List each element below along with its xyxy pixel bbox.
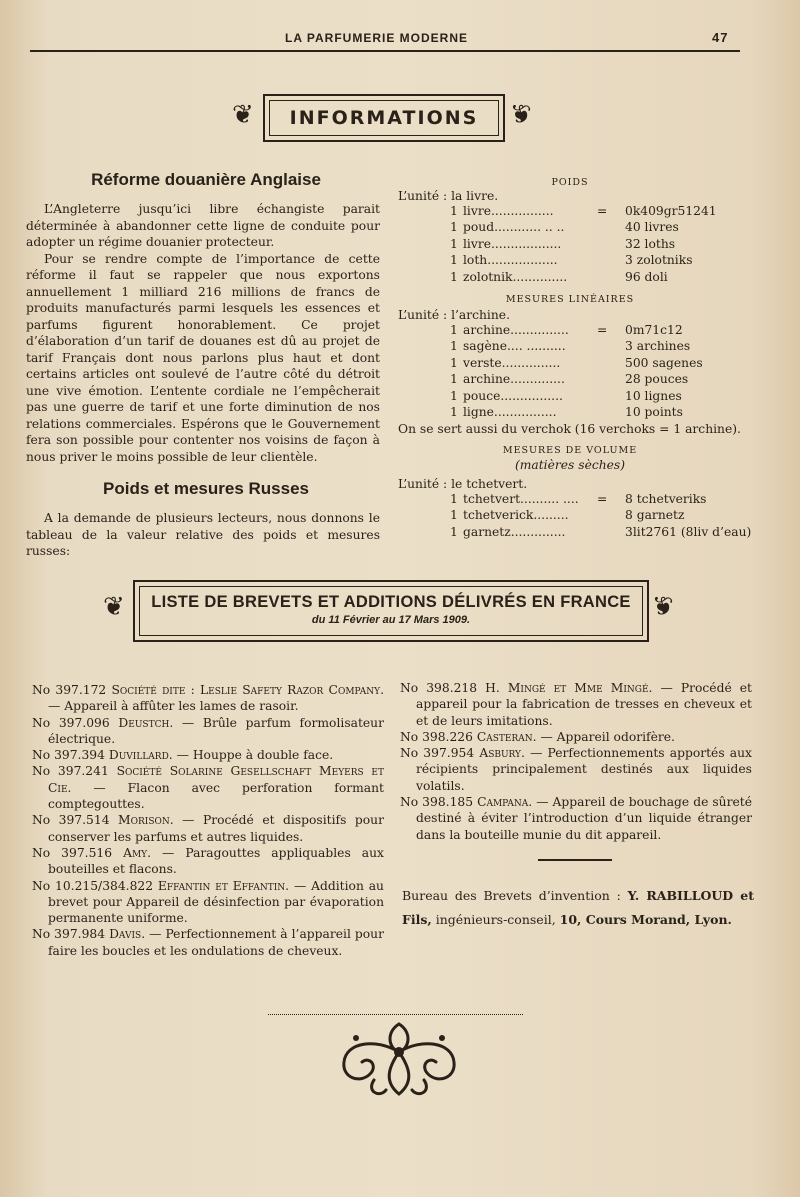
brevet-description: — Paragouttes appliquables aux bouteilles et flacons. — [48, 845, 384, 877]
row-quantity: 1 — [450, 204, 458, 218]
brevet-entry — [400, 680, 752, 729]
row-value: 3 archines — [625, 339, 691, 354]
row-unit-name: archine............... — [463, 323, 569, 337]
brevet-number: No 397.516 — [32, 845, 124, 860]
running-title: LA PARFUMERIE MODERNE — [285, 31, 468, 45]
row-equals: = — [597, 492, 608, 506]
row-quantity: 1 — [450, 253, 458, 268]
row-equals: = — [597, 204, 608, 218]
row-unit-name: sagène.... .......... — [463, 339, 566, 354]
brevet-number: No 397.241 — [32, 764, 117, 779]
row-value: 28 pouces — [625, 372, 689, 387]
reforme-text — [26, 201, 380, 465]
row-unit-name: verste............... — [463, 355, 561, 370]
brevets-subtitle: du 11 Février au 17 Mars 1909. — [311, 614, 471, 626]
brevet-entry — [32, 845, 384, 878]
row-quantity: 1 — [450, 339, 458, 354]
right-scroll-ornament-icon: ❦ — [652, 592, 674, 622]
brevet-description: — Appareil de bouchage de sûreté destiné à éviter l’introduction d’un liquide étranger dans la bouteille munie du dit appareil. — [416, 795, 752, 842]
brevet-description: — Flacon avec perforation formant comptegouttes. — [48, 780, 384, 812]
bureau-notice — [402, 884, 754, 932]
row-value: 500 sagenes — [625, 355, 703, 370]
left-scroll-ornament-icon: ❦ — [232, 100, 254, 130]
brevet-number: No 397.394 — [32, 748, 109, 763]
brevet-description: — Perfectionnement à l’appareil pour faire les boucles et les ondulations de cheveux. — [48, 927, 384, 958]
informations-banner — [263, 94, 505, 142]
row-value: 3lit2761 (8liv d’eau) — [625, 524, 752, 539]
brevets-banner — [133, 580, 649, 642]
brevet-description: — Appareil à affûter les lames de rasoir. — [48, 699, 299, 714]
brevet-description: — Brûle parfum formolisateur électrique. — [48, 715, 384, 746]
header-rule — [30, 50, 740, 52]
brevet-number: No 397.514 — [32, 813, 119, 828]
poids-heading: Poids et mesures Russes — [103, 479, 309, 498]
row-quantity: 1 — [450, 388, 458, 403]
brevet-description: — Procédé et appareil pour la fabrication de tresses en cheveux et et de leurs imitations. — [416, 681, 752, 728]
brevets-right-list — [400, 680, 752, 843]
lineaires-unit-line: L’unité : l’archine. — [398, 308, 510, 322]
row-value: 10 points — [625, 405, 683, 419]
reforme-paragraph: Pour se rendre compte de l’importance de cette réforme il faut se rappeler que nous exportons annuellement 1 milliard 216 millions de francs de produits manufacturés parmi lesquels les essences et parfums figurent honorablement. Ce projet d’élaboration d’un tarif de douanes est dû au projet de tarif Français dont nous parlons plus haut et dont certains articles ont soulevé de l’autre côté du détroit une vive émotion. L’entente cordiale ne l’empêcherait pas une guerre de tarif et une forte diminution de nos relations commerciales. Espérons que le Gouvernement fera son possible pour contenter nos voisins de façon à nous priver le moins possible de leur clientèle. — [26, 251, 380, 464]
right-scroll-ornament-icon: ❦ — [510, 100, 532, 130]
row-quantity: 1 — [450, 372, 458, 387]
brevet-holder: Davis. — [109, 927, 146, 942]
brevet-number: No 397.096 — [32, 715, 119, 730]
brevet-entry — [400, 794, 752, 843]
brevet-description: — Houppe à double face. — [172, 748, 334, 763]
brevet-holder: Campana. — [477, 795, 533, 810]
row-value: 96 doli — [625, 269, 668, 284]
row-unit-name: zolotnik.............. — [463, 269, 568, 284]
brevet-entry — [32, 878, 384, 927]
row-value: 3 zolotniks — [625, 253, 693, 268]
bureau-prefix: Bureau des Brevets d’invention : — [402, 888, 621, 903]
brevet-entry — [400, 745, 752, 794]
brevet-holder: Société dite : Leslie Safety Razor Company. — [111, 683, 384, 697]
row-quantity: 1 — [450, 236, 458, 251]
bureau-name: Y. RABILLOUD et Fils, — [402, 888, 754, 927]
poids-intro — [26, 510, 380, 560]
brevet-description: — Procédé et dispositifs pour conserver les parfums et autres liquides. — [48, 813, 384, 844]
brevet-number: No 397.954 — [400, 746, 480, 761]
lineaires-table-heading: MESURES LINÉAIRES — [505, 294, 635, 305]
brevet-holder: H. Mingé et Mme Mingé. — [485, 681, 653, 695]
left-scroll-ornament-icon: ❦ — [103, 592, 125, 622]
brevet-entry — [32, 812, 384, 845]
brevet-entry — [32, 926, 384, 959]
brevet-number: No 398.218 — [400, 681, 486, 695]
brevet-description: — Perfectionnements apportés aux récipients principalement destinés aux liquides volatils. — [416, 746, 752, 793]
row-unit-name: tchetverick......... — [463, 508, 569, 523]
ornament-wave-line — [268, 1014, 523, 1015]
row-quantity: 1 — [450, 220, 458, 235]
brevet-entry — [32, 682, 384, 715]
row-unit-name: archine.............. — [463, 372, 565, 387]
brevet-entry — [32, 715, 384, 748]
row-value: 32 loths — [625, 236, 676, 251]
brevet-description: — Appareil odorifère. — [536, 729, 675, 744]
row-value: 0m71c12 — [625, 323, 683, 337]
row-quantity: 1 — [450, 269, 458, 284]
row-unit-name: poud............ .. .. — [463, 220, 565, 235]
row-unit-name: pouce................ — [463, 388, 563, 403]
reforme-paragraph: L’Angleterre jusqu’ici libre échangiste parait déterminée à abandonner cette ligne de conduite pour adopter un régime douanier protecteur. — [26, 202, 380, 249]
brevet-holder: Duvillard. — [108, 748, 173, 763]
reforme-heading: Réforme douanière Anglaise — [91, 170, 321, 189]
row-quantity: 1 — [450, 405, 458, 419]
bureau-mid: ingénieurs-conseil, — [435, 912, 556, 927]
row-unit-name: garnetz.............. — [463, 524, 566, 539]
poids-unit-line: L’unité : la livre. — [398, 189, 499, 203]
brevet-number: No 397.984 — [32, 927, 110, 942]
brevet-holder: Société Solarine Gesellschaft Meyers et Cie. — [48, 764, 384, 795]
row-unit-name: loth.................. — [463, 253, 558, 268]
banner-title: INFORMATIONS — [269, 100, 499, 136]
brevet-number: No 397.172 — [32, 683, 112, 697]
row-unit-name: ligne................ — [463, 405, 557, 419]
poids-table-heading: POIDS — [551, 177, 589, 188]
brevets-title: LISTE DE BREVETS ET ADDITIONS DÉLIVRÉS EN FRANCE — [151, 593, 631, 611]
poids-intro-text: A la demande de plusieurs lecteurs, nous donnons le tableau de la valeur relative des poids et mesures russes: — [26, 511, 380, 558]
row-quantity: 1 — [450, 524, 458, 539]
brevet-entry — [32, 747, 384, 763]
row-unit-name: livre................ — [463, 204, 554, 218]
row-value: 40 livres — [625, 220, 679, 235]
brevet-number: No 398.226 — [400, 729, 477, 744]
row-quantity: 1 — [450, 323, 458, 337]
brevet-holder: Amy. — [123, 845, 152, 860]
brevet-number: No 398.185 — [400, 795, 478, 810]
brevet-holder: Asbury. — [479, 746, 525, 761]
brevet-description: — Addition au brevet pour Appareil de désinfection par évaporation permanente uniforme. — [48, 878, 384, 926]
row-unit-name: tchetvert.......... .... — [463, 492, 579, 506]
bureau-address: 10, Cours Morand, Lyon. — [559, 912, 732, 927]
floral-vignette-icon — [336, 1018, 462, 1104]
brevet-holder: Morison. — [118, 813, 174, 828]
row-value: 8 garnetz — [625, 508, 685, 523]
volume-table-heading: MESURES DE VOLUME — [502, 445, 638, 456]
brevet-number: No 10.215/384.822 — [32, 878, 158, 893]
brevet-entry — [400, 729, 752, 745]
volume-unit-line: L’unité : le tchetvert. — [398, 477, 528, 491]
row-unit-name: livre.................. — [463, 236, 562, 251]
row-quantity: 1 — [450, 355, 458, 370]
brevet-entry — [32, 763, 384, 812]
row-value: 10 lignes — [625, 388, 682, 403]
separator-rule — [538, 859, 612, 861]
row-value: 0k409gr51241 — [625, 204, 717, 218]
brevets-left-list — [32, 682, 384, 959]
page-number: 47 — [712, 30, 729, 45]
brevet-holder: Deustch. — [118, 715, 174, 730]
row-equals: = — [597, 323, 608, 337]
row-quantity: 1 — [450, 508, 458, 523]
verchok-note: On se sert aussi du verchok (16 verchoks = 1 archine). — [398, 422, 741, 436]
volume-subheading: (matières sèches) — [514, 458, 626, 472]
row-quantity: 1 — [450, 492, 458, 506]
row-value: 8 tchetveriks — [625, 492, 707, 506]
brevet-holder: Effantin et Effantin. — [157, 878, 290, 893]
brevet-holder: Casteran. — [476, 729, 537, 744]
